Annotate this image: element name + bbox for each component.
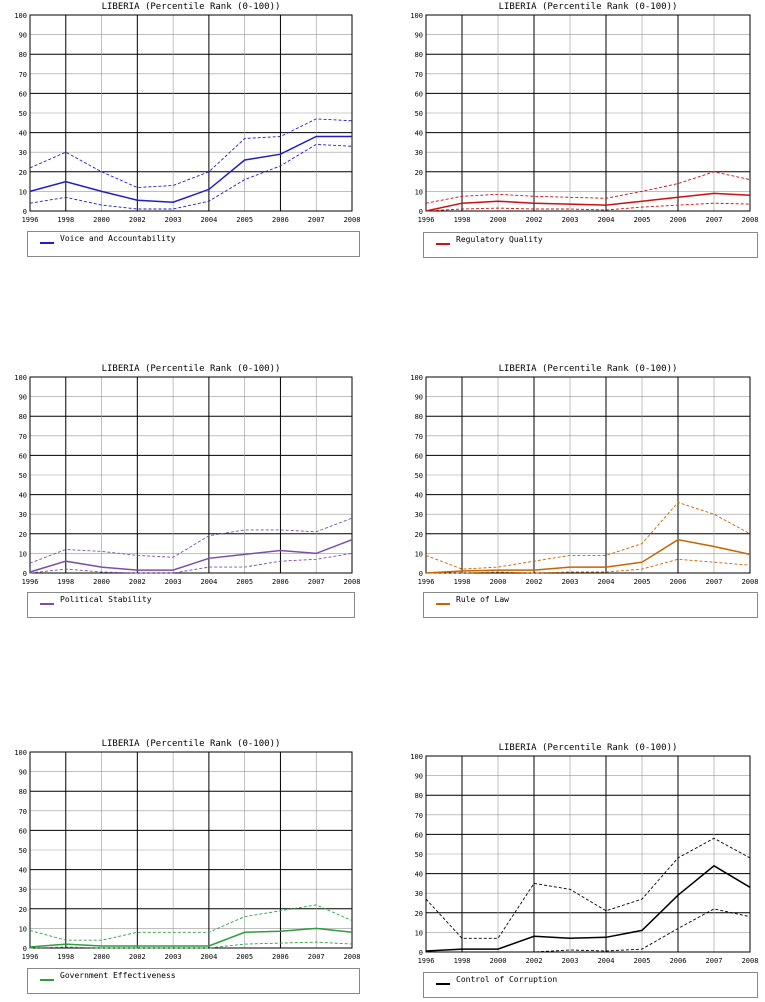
series-line-lower-bound	[426, 909, 750, 952]
y-tick-label: 10	[414, 188, 423, 197]
y-tick-label: 80	[18, 413, 27, 422]
x-tick-label: 1998	[57, 578, 75, 586]
y-tick-label: 50	[414, 472, 423, 480]
x-tick-label: 2004	[597, 578, 615, 586]
series-line-estimate	[30, 928, 352, 947]
x-tick-label: 1998	[57, 216, 75, 224]
chart-svg	[396, 362, 758, 587]
y-tick-label: 50	[414, 110, 423, 118]
x-tick-label: 2006	[669, 957, 687, 965]
series-line-estimate	[30, 137, 352, 203]
y-tick-label: 0	[22, 208, 27, 216]
series-line-upper-bound	[426, 838, 750, 938]
y-tick-label: 60	[18, 452, 27, 461]
chart-title: LIBERIA (Percentile Rank (0-100))	[498, 743, 678, 753]
y-tick-label: 50	[414, 851, 423, 859]
y-tick-label: 90	[18, 768, 27, 777]
chart-title: LIBERIA (Percentile Rank (0-100))	[101, 364, 281, 374]
x-tick-label: 2004	[200, 578, 218, 586]
x-tick-label: 2002	[525, 216, 543, 224]
chart-legend	[27, 592, 355, 618]
x-tick-label: 1998	[453, 216, 471, 224]
legend-swatch	[40, 603, 54, 605]
series-line-estimate	[426, 193, 750, 211]
x-tick-label: 2003	[561, 578, 579, 586]
x-tick-label: 2004	[597, 216, 615, 224]
y-tick-label: 80	[414, 413, 423, 422]
y-tick-label: 100	[14, 12, 27, 20]
y-tick-label: 10	[18, 925, 27, 934]
chart-title: LIBERIA (Percentile Rank (0-100))	[498, 364, 678, 374]
legend-swatch	[436, 603, 450, 605]
y-tick-label: 40	[18, 129, 27, 138]
chart-legend	[27, 968, 360, 994]
x-tick-label: 2003	[164, 953, 182, 961]
y-tick-label: 60	[414, 90, 423, 99]
y-tick-label: 30	[18, 149, 27, 158]
series-line-upper-bound	[30, 518, 352, 563]
y-tick-label: 50	[18, 472, 27, 480]
y-tick-label: 50	[18, 110, 27, 118]
chart-svg	[0, 362, 360, 587]
x-tick-label: 2002	[525, 578, 543, 586]
x-tick-label: 2008	[343, 578, 361, 586]
x-tick-label: 2007	[705, 216, 723, 224]
series-line-upper-bound	[30, 119, 352, 188]
x-tick-label: 1998	[57, 953, 75, 961]
x-tick-label: 2003	[561, 957, 579, 965]
y-tick-label: 0	[418, 949, 423, 957]
y-tick-label: 100	[410, 753, 423, 761]
chart-panel-voice-accountability	[0, 0, 361, 260]
x-tick-label: 2008	[343, 216, 361, 224]
x-tick-label: 2000	[489, 578, 507, 586]
y-tick-label: 0	[22, 570, 27, 578]
y-tick-label: 80	[18, 788, 27, 797]
chart-svg	[0, 737, 360, 962]
y-tick-label: 90	[414, 772, 423, 781]
y-tick-label: 20	[414, 530, 423, 539]
x-tick-label: 2004	[200, 216, 218, 224]
x-tick-label: 2007	[307, 216, 325, 224]
series-line-upper-bound	[426, 172, 750, 203]
y-tick-label: 20	[414, 909, 423, 918]
x-tick-label: 2000	[489, 216, 507, 224]
x-tick-label: 2004	[597, 957, 615, 965]
x-tick-label: 2006	[272, 953, 289, 961]
y-tick-label: 10	[18, 188, 27, 197]
x-tick-label: 2005	[633, 578, 651, 586]
x-tick-label: 1996	[21, 216, 39, 224]
y-tick-label: 60	[18, 827, 27, 836]
y-tick-label: 10	[414, 550, 423, 559]
y-tick-label: 60	[414, 831, 423, 840]
y-tick-label: 90	[414, 31, 423, 40]
x-tick-label: 2003	[164, 578, 182, 586]
x-tick-label: 2005	[633, 216, 651, 224]
x-tick-label: 1996	[417, 957, 435, 965]
chart-svg	[0, 0, 360, 225]
y-tick-label: 70	[414, 70, 423, 79]
y-tick-label: 20	[414, 168, 423, 177]
y-tick-label: 0	[22, 945, 27, 953]
x-tick-label: 2007	[307, 578, 325, 586]
y-tick-label: 40	[414, 129, 423, 138]
x-tick-label: 2006	[669, 216, 687, 224]
y-tick-label: 100	[410, 12, 423, 20]
x-tick-label: 2000	[489, 957, 507, 965]
y-tick-label: 20	[18, 905, 27, 914]
chart-legend	[27, 231, 360, 257]
x-tick-label: 2007	[705, 578, 723, 586]
x-tick-label: 2008	[741, 216, 759, 224]
x-tick-label: 2006	[272, 578, 289, 586]
x-tick-label: 2008	[741, 578, 759, 586]
y-tick-label: 70	[18, 432, 27, 441]
chart-title: LIBERIA (Percentile Rank (0-100))	[101, 2, 281, 12]
x-tick-label: 2003	[561, 216, 579, 224]
x-tick-label: 2002	[128, 953, 146, 961]
legend-label: Rule of Law	[456, 595, 509, 604]
legend-label: Voice and Accountability	[60, 234, 176, 243]
series-line-lower-bound	[30, 144, 352, 209]
x-tick-label: 1996	[417, 578, 435, 586]
x-tick-label: 2002	[128, 578, 146, 586]
legend-swatch	[436, 243, 450, 245]
series-line-estimate	[30, 540, 352, 572]
x-tick-label: 2002	[525, 957, 543, 965]
chart-legend	[423, 232, 758, 258]
x-tick-label: 1996	[21, 953, 39, 961]
x-tick-label: 2005	[236, 216, 254, 224]
x-tick-label: 1996	[21, 578, 39, 586]
y-tick-label: 70	[414, 432, 423, 441]
y-tick-label: 0	[418, 208, 423, 216]
chart-svg	[396, 0, 758, 225]
x-tick-label: 2000	[93, 578, 110, 586]
legend-label: Political Stability	[60, 595, 152, 604]
y-tick-label: 10	[18, 550, 27, 559]
y-tick-label: 50	[18, 847, 27, 855]
x-tick-label: 2008	[741, 957, 759, 965]
x-tick-label: 2007	[705, 957, 723, 965]
y-tick-label: 30	[18, 886, 27, 895]
series-line-upper-bound	[30, 905, 352, 940]
y-tick-label: 90	[414, 393, 423, 402]
y-tick-label: 100	[410, 374, 423, 382]
y-tick-label: 90	[18, 393, 27, 402]
y-tick-label: 40	[414, 870, 423, 879]
y-tick-label: 30	[414, 890, 423, 899]
legend-swatch	[40, 242, 54, 244]
chart-title: LIBERIA (Percentile Rank (0-100))	[498, 2, 678, 12]
y-tick-label: 80	[18, 51, 27, 60]
x-tick-label: 2005	[236, 953, 254, 961]
x-tick-label: 2007	[307, 953, 325, 961]
y-tick-label: 10	[414, 929, 423, 938]
chart-legend	[423, 972, 758, 998]
y-tick-label: 60	[414, 452, 423, 461]
chart-panel-government-effectiveness	[0, 737, 361, 997]
y-tick-label: 40	[414, 491, 423, 500]
y-tick-label: 30	[414, 511, 423, 520]
x-tick-label: 2000	[93, 953, 110, 961]
series-line-upper-bound	[426, 502, 750, 569]
legend-swatch	[40, 979, 54, 981]
legend-swatch	[436, 983, 450, 985]
x-tick-label: 1998	[453, 578, 471, 586]
y-tick-label: 0	[418, 570, 423, 578]
legend-label: Government Effectiveness	[60, 971, 176, 980]
x-tick-label: 2005	[633, 957, 651, 965]
y-tick-label: 80	[414, 51, 423, 60]
legend-label: Control of Corruption	[456, 975, 558, 984]
chart-title: LIBERIA (Percentile Rank (0-100))	[101, 739, 281, 749]
x-tick-label: 2002	[128, 216, 146, 224]
y-tick-label: 70	[414, 811, 423, 820]
x-tick-label: 1996	[417, 216, 435, 224]
chart-panel-rule-of-law	[396, 362, 759, 622]
y-tick-label: 20	[18, 530, 27, 539]
y-tick-label: 40	[18, 866, 27, 875]
y-tick-label: 100	[14, 374, 27, 382]
chart-svg	[396, 741, 758, 966]
chart-panel-control-of-corruption	[396, 741, 759, 1001]
y-tick-label: 100	[14, 749, 27, 757]
x-tick-label: 2000	[93, 216, 110, 224]
x-tick-label: 2008	[343, 953, 361, 961]
x-tick-label: 2006	[272, 216, 289, 224]
y-tick-label: 20	[18, 168, 27, 177]
y-tick-label: 90	[18, 31, 27, 40]
chart-panel-regulatory-quality	[396, 0, 759, 260]
legend-label: Regulatory Quality	[456, 235, 543, 244]
x-tick-label: 2003	[164, 216, 182, 224]
y-tick-label: 40	[18, 491, 27, 500]
x-tick-label: 2005	[236, 578, 254, 586]
x-tick-label: 2004	[200, 953, 218, 961]
y-tick-label: 30	[18, 511, 27, 520]
x-tick-label: 1998	[453, 957, 471, 965]
x-tick-label: 2006	[669, 578, 687, 586]
chart-legend	[423, 592, 758, 618]
y-tick-label: 70	[18, 70, 27, 79]
y-tick-label: 70	[18, 807, 27, 816]
y-tick-label: 80	[414, 792, 423, 801]
chart-panel-political-stability	[0, 362, 361, 622]
y-tick-label: 30	[414, 149, 423, 158]
y-tick-label: 60	[18, 90, 27, 99]
